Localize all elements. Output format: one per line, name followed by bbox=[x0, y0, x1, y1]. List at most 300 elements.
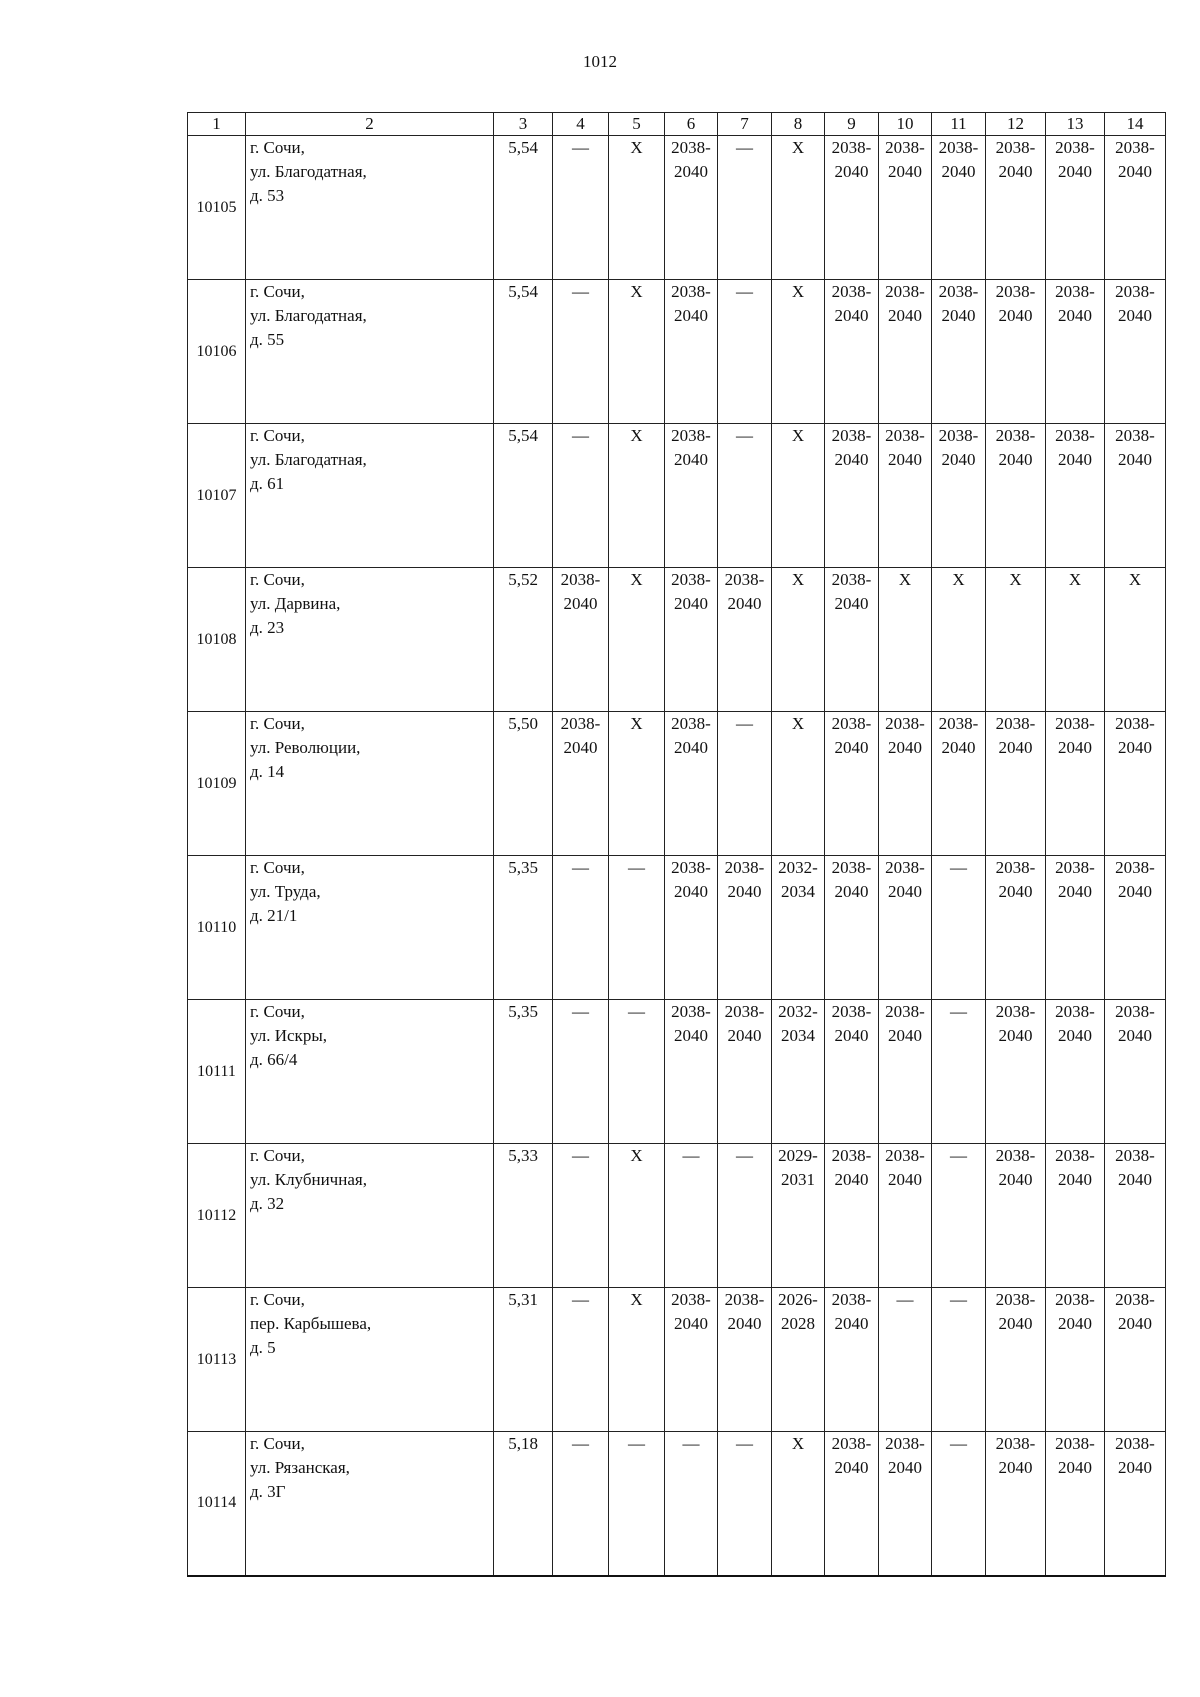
period-value: 2038-2040 bbox=[724, 1290, 765, 1333]
period-cell bbox=[1105, 1144, 1166, 1288]
period-value: X bbox=[791, 426, 805, 445]
address-line: г. Сочи, bbox=[250, 1290, 305, 1309]
period-cell bbox=[1046, 1144, 1105, 1288]
row-id: 10114 bbox=[188, 1432, 246, 1576]
table-row bbox=[188, 568, 1166, 712]
page-number: 1012 bbox=[583, 52, 617, 71]
period-cell bbox=[1105, 568, 1166, 712]
period-cell bbox=[986, 712, 1046, 856]
address-line: г. Сочи, bbox=[250, 138, 305, 157]
period-cell bbox=[553, 1144, 609, 1288]
period-value: — bbox=[628, 858, 645, 877]
period-cell bbox=[718, 712, 772, 856]
period-value: — bbox=[736, 1146, 753, 1165]
period-cell bbox=[718, 1288, 772, 1432]
period-cell bbox=[609, 1000, 665, 1144]
period-value: — bbox=[736, 714, 753, 733]
period-cell bbox=[665, 136, 718, 280]
period-value: X bbox=[791, 714, 805, 733]
period-cell bbox=[609, 1288, 665, 1432]
column-header: 14 bbox=[1105, 113, 1166, 136]
period-value: 2038-2040 bbox=[560, 714, 601, 757]
period-cell bbox=[665, 1288, 718, 1432]
period-cell bbox=[1046, 568, 1105, 712]
period-cell bbox=[609, 856, 665, 1000]
row-id: 10106 bbox=[188, 280, 246, 424]
period-cell bbox=[932, 136, 986, 280]
period-value: 2038-2040 bbox=[1115, 426, 1155, 469]
period-value: 2038-2040 bbox=[995, 1002, 1036, 1045]
period-value: X bbox=[791, 282, 805, 301]
period-cell bbox=[986, 568, 1046, 712]
period-value: 2038-2040 bbox=[831, 1002, 872, 1045]
period-value: 2038-2040 bbox=[885, 138, 925, 181]
period-cell bbox=[665, 1000, 718, 1144]
period-value: 2038-2040 bbox=[885, 1146, 925, 1189]
address-cell bbox=[246, 1432, 494, 1576]
period-value: 2038-2040 bbox=[831, 858, 872, 901]
period-value: 2038-2040 bbox=[671, 138, 711, 181]
period-value: 2038-2040 bbox=[1115, 1146, 1155, 1189]
period-cell bbox=[825, 1432, 879, 1576]
column-header: 11 bbox=[932, 113, 986, 136]
period-value: 2038-2040 bbox=[995, 714, 1036, 757]
period-cell bbox=[825, 1288, 879, 1432]
period-cell bbox=[772, 1432, 825, 1576]
address-cell bbox=[246, 424, 494, 568]
period-cell bbox=[553, 280, 609, 424]
period-value: 2038-2040 bbox=[995, 1146, 1036, 1189]
period-cell bbox=[986, 136, 1046, 280]
value-cell: 5,52 bbox=[494, 568, 553, 712]
address-cell bbox=[246, 136, 494, 280]
period-value: — bbox=[950, 858, 967, 877]
period-cell bbox=[1046, 1000, 1105, 1144]
period-value: 2038-2040 bbox=[995, 1290, 1036, 1333]
period-value: 2029-2031 bbox=[778, 1146, 818, 1189]
period-value: 2038-2040 bbox=[885, 1434, 925, 1477]
period-value: 2038-2040 bbox=[1055, 282, 1095, 325]
period-value: 2038-2040 bbox=[995, 282, 1036, 325]
period-value: X bbox=[630, 714, 643, 733]
column-header: 7 bbox=[718, 113, 772, 136]
period-value: 2038-2040 bbox=[1115, 138, 1155, 181]
period-cell bbox=[1105, 136, 1166, 280]
address-line: ул. Труда, bbox=[250, 882, 321, 901]
address-cell bbox=[246, 1000, 494, 1144]
period-value: — bbox=[572, 1002, 589, 1021]
period-cell bbox=[718, 1432, 772, 1576]
period-cell bbox=[986, 856, 1046, 1000]
period-cell bbox=[825, 712, 879, 856]
period-value: 2038-2040 bbox=[1055, 1146, 1095, 1189]
period-cell bbox=[665, 1144, 718, 1288]
period-value: X bbox=[791, 1434, 805, 1453]
period-value: — bbox=[950, 1290, 967, 1309]
period-value: — bbox=[572, 1146, 589, 1165]
period-cell bbox=[665, 856, 718, 1000]
period-value: 2038-2040 bbox=[1055, 138, 1095, 181]
address-cell bbox=[246, 280, 494, 424]
period-cell bbox=[718, 280, 772, 424]
period-value: X bbox=[630, 1290, 643, 1309]
address-line: д. 14 bbox=[250, 762, 285, 781]
period-value: — bbox=[572, 138, 589, 157]
period-cell bbox=[1046, 1288, 1105, 1432]
period-value: — bbox=[682, 1434, 700, 1453]
address-line: г. Сочи, bbox=[250, 282, 305, 301]
period-value: X bbox=[630, 282, 643, 301]
period-value: 2038-2040 bbox=[724, 1002, 765, 1045]
period-value: 2038-2040 bbox=[938, 138, 979, 181]
period-value: 2038-2040 bbox=[1055, 858, 1095, 901]
period-cell bbox=[825, 136, 879, 280]
table-row bbox=[188, 856, 1166, 1000]
address-line: г. Сочи, bbox=[250, 1434, 305, 1453]
period-value: 2032-2034 bbox=[778, 858, 818, 901]
row-id: 10111 bbox=[188, 1000, 246, 1144]
period-value: — bbox=[572, 1434, 589, 1453]
period-value: 2038-2040 bbox=[1115, 714, 1155, 757]
period-cell bbox=[879, 568, 932, 712]
row-id: 10113 bbox=[188, 1288, 246, 1432]
period-cell bbox=[932, 568, 986, 712]
period-value: X bbox=[898, 570, 912, 589]
period-value: X bbox=[630, 426, 643, 445]
period-cell bbox=[986, 424, 1046, 568]
address-line: г. Сочи, bbox=[250, 570, 305, 589]
period-value: — bbox=[572, 282, 589, 301]
address-line: г. Сочи, bbox=[250, 426, 305, 445]
period-value: 2038-2040 bbox=[1115, 858, 1155, 901]
period-value: X bbox=[630, 138, 643, 157]
period-value: X bbox=[630, 570, 643, 589]
period-cell bbox=[718, 424, 772, 568]
table-row bbox=[188, 712, 1166, 856]
address-line: д. 3Г bbox=[250, 1482, 286, 1501]
period-cell bbox=[718, 1000, 772, 1144]
period-value: — bbox=[950, 1434, 967, 1453]
column-header: 8 bbox=[772, 113, 825, 136]
period-cell bbox=[1046, 856, 1105, 1000]
period-cell bbox=[1046, 712, 1105, 856]
period-value: — bbox=[950, 1146, 967, 1165]
period-cell bbox=[1046, 424, 1105, 568]
period-cell bbox=[609, 136, 665, 280]
period-cell bbox=[718, 136, 772, 280]
period-cell bbox=[932, 1288, 986, 1432]
period-cell bbox=[825, 1000, 879, 1144]
register-table bbox=[187, 112, 1166, 1577]
address-line: ул. Дарвина, bbox=[250, 594, 341, 613]
address-line: ул. Революции, bbox=[250, 738, 361, 757]
period-value: — bbox=[736, 282, 753, 301]
value-cell: 5,18 bbox=[494, 1432, 553, 1576]
period-cell bbox=[665, 280, 718, 424]
address-line: г. Сочи, bbox=[250, 1146, 305, 1165]
value-cell: 5,31 bbox=[494, 1288, 553, 1432]
period-cell bbox=[1046, 136, 1105, 280]
period-cell bbox=[665, 424, 718, 568]
period-cell bbox=[932, 1432, 986, 1576]
period-value: 2038-2040 bbox=[1115, 1290, 1155, 1333]
period-value: 2038-2040 bbox=[995, 1434, 1036, 1477]
period-value: 2038-2040 bbox=[724, 858, 765, 901]
period-cell bbox=[825, 568, 879, 712]
period-cell bbox=[879, 280, 932, 424]
period-cell bbox=[879, 1288, 932, 1432]
period-cell bbox=[986, 1288, 1046, 1432]
period-cell bbox=[718, 1144, 772, 1288]
period-cell bbox=[932, 712, 986, 856]
period-value: — bbox=[682, 1146, 700, 1165]
period-value: 2038-2040 bbox=[671, 1002, 711, 1045]
period-cell bbox=[553, 712, 609, 856]
column-header: 6 bbox=[665, 113, 718, 136]
row-id: 10108 bbox=[188, 568, 246, 712]
period-cell bbox=[772, 856, 825, 1000]
period-cell bbox=[772, 1288, 825, 1432]
period-cell bbox=[879, 1000, 932, 1144]
row-id: 10105 bbox=[188, 136, 246, 280]
period-value: 2038-2040 bbox=[831, 282, 872, 325]
address-line: ул. Благодатная, bbox=[250, 162, 367, 181]
table-row bbox=[188, 424, 1166, 568]
period-cell bbox=[772, 712, 825, 856]
period-cell bbox=[879, 856, 932, 1000]
table-row bbox=[188, 1432, 1166, 1576]
period-value: — bbox=[572, 426, 589, 445]
row-id: 10110 bbox=[188, 856, 246, 1000]
period-cell bbox=[553, 856, 609, 1000]
period-value: 2038-2040 bbox=[1055, 1290, 1095, 1333]
period-cell bbox=[609, 1432, 665, 1576]
address-line: д. 21/1 bbox=[250, 906, 298, 925]
period-cell bbox=[986, 1000, 1046, 1144]
address-line: г. Сочи, bbox=[250, 1002, 305, 1021]
period-cell bbox=[772, 568, 825, 712]
period-cell bbox=[932, 280, 986, 424]
address-line: г. Сочи, bbox=[250, 858, 305, 877]
period-cell bbox=[932, 1000, 986, 1144]
period-value: 2038-2040 bbox=[560, 570, 601, 613]
period-value: 2038-2040 bbox=[885, 426, 925, 469]
row-id: 10112 bbox=[188, 1144, 246, 1288]
address-cell bbox=[246, 856, 494, 1000]
period-value: X bbox=[1128, 570, 1142, 589]
address-line: д. 66/4 bbox=[250, 1050, 298, 1069]
row-id: 10107 bbox=[188, 424, 246, 568]
value-cell: 5,54 bbox=[494, 280, 553, 424]
period-cell bbox=[879, 1144, 932, 1288]
address-line: д. 23 bbox=[250, 618, 285, 637]
period-cell bbox=[986, 1144, 1046, 1288]
period-value: 2038-2040 bbox=[671, 426, 711, 469]
period-cell bbox=[772, 136, 825, 280]
address-line: ул. Благодатная, bbox=[250, 306, 367, 325]
column-header: 5 bbox=[609, 113, 665, 136]
period-value: 2038-2040 bbox=[831, 570, 872, 613]
period-value: 2038-2040 bbox=[671, 858, 711, 901]
period-value: 2038-2040 bbox=[1115, 282, 1155, 325]
period-value: 2038-2040 bbox=[1055, 1434, 1095, 1477]
address-line: ул. Клубничная, bbox=[250, 1170, 367, 1189]
period-cell bbox=[718, 856, 772, 1000]
period-cell bbox=[932, 424, 986, 568]
table-row bbox=[188, 136, 1166, 280]
period-cell bbox=[932, 856, 986, 1000]
period-cell bbox=[879, 712, 932, 856]
address-line: ул. Искры, bbox=[250, 1026, 327, 1045]
value-cell: 5,35 bbox=[494, 856, 553, 1000]
period-value: 2038-2040 bbox=[724, 570, 765, 613]
period-cell bbox=[665, 568, 718, 712]
value-cell: 5,35 bbox=[494, 1000, 553, 1144]
period-cell bbox=[772, 1000, 825, 1144]
period-cell bbox=[609, 280, 665, 424]
period-value: — bbox=[628, 1002, 645, 1021]
period-value: — bbox=[572, 1290, 589, 1309]
period-cell bbox=[665, 1432, 718, 1576]
period-value: 2038-2040 bbox=[831, 1290, 872, 1333]
period-cell bbox=[553, 568, 609, 712]
period-value: 2038-2040 bbox=[671, 282, 711, 325]
period-cell bbox=[879, 1432, 932, 1576]
period-cell bbox=[553, 1288, 609, 1432]
period-value: — bbox=[736, 1434, 753, 1453]
address-line: д. 53 bbox=[250, 186, 285, 205]
period-value: 2038-2040 bbox=[995, 426, 1036, 469]
column-header: 13 bbox=[1046, 113, 1105, 136]
table-row bbox=[188, 280, 1166, 424]
period-cell bbox=[986, 280, 1046, 424]
value-cell: 5,54 bbox=[494, 136, 553, 280]
period-value: X bbox=[791, 570, 805, 589]
period-cell bbox=[553, 1000, 609, 1144]
value-cell: 5,54 bbox=[494, 424, 553, 568]
period-value: X bbox=[630, 1146, 643, 1165]
column-header: 4 bbox=[553, 113, 609, 136]
period-cell bbox=[553, 424, 609, 568]
column-header: 3 bbox=[494, 113, 553, 136]
period-cell bbox=[609, 1144, 665, 1288]
table-row bbox=[188, 1000, 1166, 1144]
period-value: 2038-2040 bbox=[1055, 1002, 1095, 1045]
period-cell bbox=[825, 856, 879, 1000]
period-value: 2038-2040 bbox=[1055, 714, 1095, 757]
period-cell bbox=[772, 1144, 825, 1288]
period-cell bbox=[1046, 280, 1105, 424]
address-line: ул. Благодатная, bbox=[250, 450, 367, 469]
table-row bbox=[188, 1144, 1166, 1288]
column-header: 10 bbox=[879, 113, 932, 136]
period-cell bbox=[772, 424, 825, 568]
column-header: 1 bbox=[188, 113, 246, 136]
period-cell bbox=[1105, 280, 1166, 424]
period-cell bbox=[825, 1144, 879, 1288]
header-row bbox=[188, 113, 1166, 136]
period-cell bbox=[1105, 1432, 1166, 1576]
period-cell bbox=[553, 1432, 609, 1576]
period-cell bbox=[1105, 856, 1166, 1000]
row-id: 10109 bbox=[188, 712, 246, 856]
period-cell bbox=[718, 568, 772, 712]
period-value: 2038-2040 bbox=[1115, 1002, 1155, 1045]
period-value: 2038-2040 bbox=[1055, 426, 1095, 469]
table-body bbox=[188, 136, 1166, 1576]
period-value: X bbox=[1068, 570, 1082, 589]
address-line: ул. Рязанская, bbox=[250, 1458, 350, 1477]
period-value: 2038-2040 bbox=[938, 426, 979, 469]
period-cell bbox=[609, 712, 665, 856]
column-header: 9 bbox=[825, 113, 879, 136]
period-value: 2038-2040 bbox=[885, 1002, 925, 1045]
period-cell bbox=[609, 424, 665, 568]
period-cell bbox=[772, 280, 825, 424]
address-line: г. Сочи, bbox=[250, 714, 305, 733]
period-cell bbox=[1105, 712, 1166, 856]
period-value: 2038-2040 bbox=[831, 138, 872, 181]
period-value: 2038-2040 bbox=[831, 1434, 872, 1477]
period-value: 2038-2040 bbox=[1115, 1434, 1155, 1477]
address-cell bbox=[246, 712, 494, 856]
period-value: X bbox=[1009, 570, 1022, 589]
period-cell bbox=[553, 136, 609, 280]
column-header: 2 bbox=[246, 113, 494, 136]
period-value: 2038-2040 bbox=[938, 714, 979, 757]
period-value: 2038-2040 bbox=[885, 858, 925, 901]
period-cell bbox=[665, 712, 718, 856]
period-cell bbox=[609, 568, 665, 712]
address-line: д. 32 bbox=[250, 1194, 285, 1213]
period-value: 2038-2040 bbox=[831, 426, 872, 469]
period-cell bbox=[932, 1144, 986, 1288]
address-cell bbox=[246, 568, 494, 712]
period-cell bbox=[825, 424, 879, 568]
period-value: 2038-2040 bbox=[831, 714, 872, 757]
period-value: — bbox=[572, 858, 589, 877]
period-value: 2038-2040 bbox=[885, 714, 925, 757]
period-value: X bbox=[952, 570, 965, 589]
column-header: 12 bbox=[986, 113, 1046, 136]
period-value: 2038-2040 bbox=[831, 1146, 872, 1189]
period-value: — bbox=[736, 426, 753, 445]
period-value: — bbox=[736, 138, 753, 157]
period-value: — bbox=[950, 1002, 967, 1021]
period-value: 2032-2034 bbox=[778, 1002, 818, 1045]
address-cell bbox=[246, 1144, 494, 1288]
period-cell bbox=[1105, 1000, 1166, 1144]
period-value: 2038-2040 bbox=[671, 1290, 711, 1333]
period-value: 2038-2040 bbox=[671, 570, 711, 613]
period-value: 2026-2028 bbox=[778, 1290, 818, 1333]
period-value: 2038-2040 bbox=[995, 138, 1036, 181]
period-value: 2038-2040 bbox=[671, 714, 711, 757]
period-value: — bbox=[896, 1290, 914, 1309]
period-value: 2038-2040 bbox=[885, 282, 925, 325]
period-cell bbox=[986, 1432, 1046, 1576]
address-line: д. 61 bbox=[250, 474, 285, 493]
period-value: 2038-2040 bbox=[995, 858, 1036, 901]
table-row bbox=[188, 1288, 1166, 1432]
period-cell bbox=[825, 280, 879, 424]
period-value: 2038-2040 bbox=[938, 282, 979, 325]
address-cell bbox=[246, 1288, 494, 1432]
period-cell bbox=[879, 136, 932, 280]
address-line: пер. Карбышева, bbox=[250, 1314, 372, 1333]
value-cell: 5,50 bbox=[494, 712, 553, 856]
period-value: X bbox=[791, 138, 805, 157]
